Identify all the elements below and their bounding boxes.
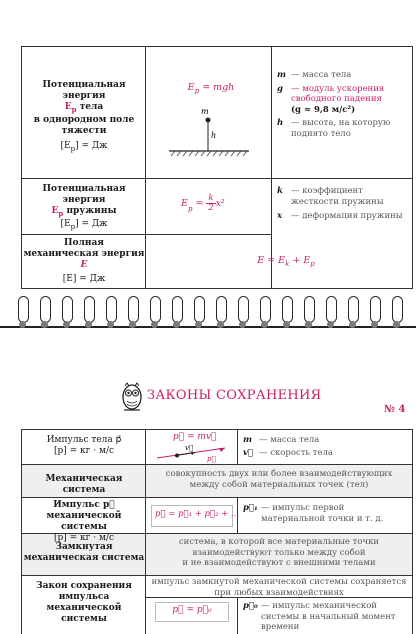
note-item: m — масса тела [277, 70, 352, 80]
spiral-ring [192, 296, 206, 330]
unit-label: $[E_p]$ = Дж [60, 218, 108, 231]
diagram-label-v: v⃗ [185, 444, 194, 452]
note-item: g — модуль ускорения свободного падения [277, 83, 385, 104]
conservation-law-statement: импульс замкнутой механической системы сохраняется при любых взаимодействиях [151, 577, 407, 598]
unit-label: $[E_p]$ = Дж [60, 140, 108, 153]
column-divider [237, 429, 238, 464]
note-item: p⃗₁ — импульс первой материальной точки и т. д. [243, 503, 384, 524]
column-divider [237, 597, 238, 634]
row-divider [21, 178, 413, 179]
spiral-ring [16, 296, 30, 330]
row-divider [21, 46, 413, 47]
mechanical-system-definition: совокупность двух или более взаимодействующих между собой материальных точек (тел) [165, 469, 393, 490]
fraction: $\frac{k}{2}$ [208, 193, 214, 213]
spiral-ring [126, 296, 140, 330]
conservation-notes [243, 601, 409, 633]
column-divider [145, 46, 146, 289]
spiral-ring [258, 296, 272, 330]
mechanical-system-label: Механическая система [45, 474, 123, 495]
section-title: ЗАКОНЫ СОХРАНЕНИЯ [147, 388, 322, 403]
closed-system-label: Замкнутая механическая система [23, 542, 145, 563]
spiral-ring [346, 296, 360, 330]
spiral-ring [280, 296, 294, 330]
table-border [412, 429, 413, 634]
row-divider [21, 497, 413, 498]
unit-label: [E] = Дж [62, 274, 106, 284]
spiral-ring [82, 296, 96, 330]
spring-energy-title: Потенциальная энергия $E_p$ пружины $[E_p]$ = Дж [23, 184, 145, 233]
energy-table [21, 46, 413, 289]
row-divider [21, 234, 272, 235]
note-item: m — масса тела [243, 435, 320, 445]
row-divider [21, 464, 413, 465]
formula-momentum: p⃗ = mv⃗ [173, 432, 217, 442]
diagram-label-p: p⃗ [207, 455, 216, 463]
spiral-ring [236, 296, 250, 330]
row-divider [21, 429, 413, 430]
conservation-law-label: Закон сохранения импульса механической системы [36, 581, 132, 624]
note-item: k — коэффициент жесткости пружины [277, 186, 384, 207]
spiral-ring [60, 296, 74, 330]
spiral-ring [324, 296, 338, 330]
formula-mgh: $E_p$ = mgh [187, 82, 235, 95]
total-energy-title: Полная механическая энергия E [E] = Дж [23, 238, 145, 284]
diagram-label-h: h [211, 131, 217, 140]
note-item: p⃗₀ — импульс механической системы в начальный момент времени [243, 601, 396, 632]
gravity-notes [277, 70, 410, 139]
momentum-diagram [153, 443, 233, 463]
spiral-ring [170, 296, 184, 330]
spiral-ring [214, 296, 228, 330]
spiral-ring [104, 296, 118, 330]
formula-conservation: p⃗ = p⃗₀ [172, 605, 212, 615]
momentum-notes [243, 435, 409, 458]
row-divider [21, 575, 413, 576]
spiral-ring [148, 296, 162, 330]
closed-system-definition: система, в которой все материальные точки взаимодействуют только между собой и не взаимодействуют с внешними телами [178, 537, 380, 568]
column-divider [271, 46, 272, 289]
table-border [21, 46, 22, 289]
note-item: x — деформация пружины [277, 211, 403, 221]
height-diagram [161, 101, 261, 161]
spiral-ring [302, 296, 316, 330]
column-divider [145, 429, 146, 634]
diagram-label-m: m [201, 107, 209, 116]
system-momentum-label: Импульс p⃗ механической системы [p] = кг · м/с [46, 500, 122, 543]
note-item: (g ≈ 9,8 м/с²) [291, 104, 356, 115]
formula-system-momentum: p⃗ = p⃗₁ + p⃗₂ + ... [155, 509, 240, 519]
conservation-table [21, 429, 413, 634]
momentum-label: Импульс тела p⃗ [p] = кг · м/с [46, 435, 122, 456]
spiral-ring [390, 296, 404, 330]
table-border [21, 429, 22, 634]
table-border [412, 46, 413, 289]
spiral-ring [368, 296, 382, 330]
section-number: № 4 [384, 404, 406, 415]
formula-spring: E $_p$ = $\frac{k}{2}$ x² [181, 193, 225, 213]
formula-total-energy: $E = E_k + E_p$ [257, 255, 315, 268]
potential-energy-gravity-title: Потенциальная энергия $E_p$ тела в однородном поле тяжести $[E_p]$ = Дж [23, 80, 145, 155]
system-momentum-notes [243, 503, 409, 524]
note-item: v⃗ — скорость тела [243, 447, 333, 458]
spring-notes [277, 186, 410, 222]
spiral-ring [38, 296, 52, 330]
note-item: h — высота, на которую поднято тело [277, 118, 391, 139]
owl-icon [121, 380, 143, 412]
row-divider [21, 288, 413, 289]
